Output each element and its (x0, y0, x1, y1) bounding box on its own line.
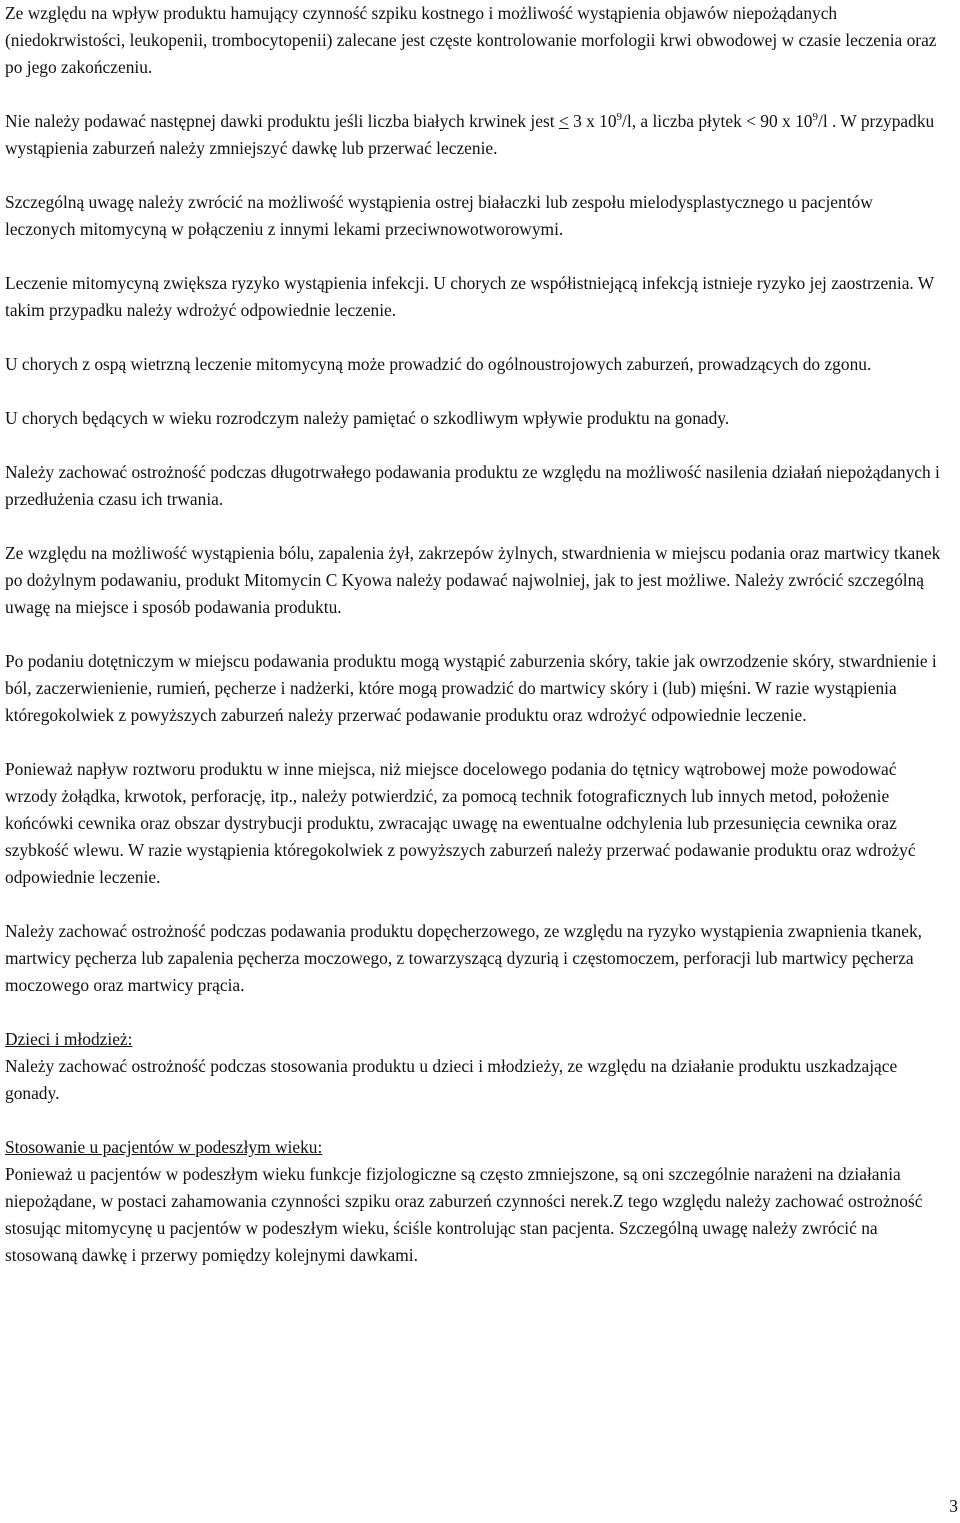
paragraph-dose-limits (5, 108, 945, 162)
paragraph-reproductive-age: U chorych będących w wieku rozrodczym należy pamiętać o szkodliwym wpływie produktu na gonady. (5, 408, 730, 428)
exponent-2: 9 (812, 111, 818, 124)
paragraph-elderly: Ponieważ u pacjentów w podeszłym wieku funkcje fizjologiczne są często zmniejszone, są oni szczególnie narażeni na działania niepożądane, w postaci zahamowania czynności szpiku oraz zaburzeń czynności nerek.Z tego względu należy zachować ostrożność stosując mitomycynę u pacjentów w podeszłym wieku, ściśle kontrolując stan pacjenta. Szczególną uwagę należy zwrócić na stosowaną dawkę i przerwy pomiędzy kolejnymi dawkami. (5, 1164, 923, 1265)
paragraph-leukemia-risk: Szczególną uwagę należy zwrócić na możliwość wystąpienia ostrej białaczki lub zespołu mielodysplastycznego u pacjentów leczonych mitomycyną w połączeniu z innymi lekami przeciwnowotworowymi. (5, 192, 873, 239)
paragraph-intravenous: Ze względu na możliwość wystąpienia bólu, zapalenia żył, zakrzepów żylnych, stwardnienia w miejscu podania oraz martwicy tkanek po dożylnym podawaniu, produkt Mitomycin C Kyowa należy podawać najwolniej, jak to jest możliwe. Należy zwrócić szczególną uwagę na miejsce i sposób podawania produktu. (5, 543, 941, 617)
paragraph-bone-marrow: Ze względu na wpływ produktu hamujący czynność szpiku kostnego i możliwość wystąpienia objawów niepożądanych (niedokrwistości, leukopenii, trombocytopenii) zalecane jest częste kontrolowanie morfologii krwi obwodowej w czasie leczenia oraz po jego zakończeniu. (5, 3, 937, 77)
dose-text-2: 3 x 10 (568, 111, 617, 131)
paragraph-intravesical: Należy zachować ostrożność podczas podawania produktu dopęcherzowego, ze względu na ryzyko wystąpienia zwapnienia tkanek, martwicy pęcherza lub zapalenia pęcherza moczowego, z towarzyszącą dyzurią i częstomoczem, perforacji lub martwicy pęcherza moczowego oraz martwicy prącia. (5, 921, 922, 995)
dose-text-1: Nie należy podawać następnej dawki produktu jeśli liczba białych krwinek jest (5, 111, 559, 131)
paragraph-intra-arterial: Po podaniu dotętniczym w miejscu podawania produktu mogą wystąpić zaburzenia skóry, takie jak owrzodzenie skóry, stwardnienie i ból, zaczerwienienie, rumień, pęcherze i nadżerki, które mogą prowadzić do martwicy skóry i (lub) mięśni. W razie wystąpienia któregokolwiek z powyższych zaburzeń należy przerwać podawanie produktu oraz wdrożyć odpowiednie leczenie. (5, 651, 937, 725)
exponent-1: 9 (616, 111, 623, 124)
heading-children: Dzieci i młodzież: (5, 1029, 133, 1049)
dose-text-3: /l, a liczba płytek < 90 x 10 (622, 111, 813, 131)
paragraph-long-term-use: Należy zachować ostrożność podczas długotrwałego podawania produktu ze względu na możliwość nasilenia działań niepożądanych i przedłużenia czasu ich trwania. (5, 462, 940, 509)
paragraph-infection-risk: Leczenie mitomycyną zwiększa ryzyko wystąpienia infekcji. U chorych ze współistniejącą infekcją istnieje ryzyko jej zaostrzenia. W takim przypadku należy wdrożyć odpowiednie leczenie. (5, 273, 934, 320)
paragraph-chickenpox: U chorych z ospą wietrzną leczenie mitomycyną może prowadzić do ogólnoustrojowych zaburzeń, prowadzących do zgonu. (5, 354, 872, 374)
less-equal-sign: < (558, 111, 569, 131)
paragraph-hepatic-artery: Ponieważ napływ roztworu produktu w inne miejsca, niż miejsce docelowego podania do tętnicy wątrobowej może powodować wrzody żołądka, krwotok, perforację, itp., należy potwierdzić, za pomocą technik fotograficznych lub innych metod, położenie końcówki cewnika oraz obszar dystrybucji produktu, zwracając uwagę na ewentualne odchylenia lub przesunięcia cewnika oraz szybkość wlewu. W razie wystąpienia któregokolwiek z powyższych zaburzeń należy przerwać podawanie produktu oraz wdrożyć odpowiednie leczenie. (5, 759, 916, 887)
dose-text-4: /l . W przypadku wystąpienia zaburzeń należy zmniejszyć dawkę lub przerwać leczenie. (5, 111, 935, 158)
page-number: 3 (949, 1496, 958, 1516)
heading-elderly: Stosowanie u pacjentów w podeszłym wieku: (5, 1137, 323, 1157)
paragraph-children: Należy zachować ostrożność podczas stosowania produktu u dzieci i młodzieży, ze względu na działanie produktu uszkadzające gonady. (5, 1056, 898, 1103)
document-page (5, 0, 945, 1269)
